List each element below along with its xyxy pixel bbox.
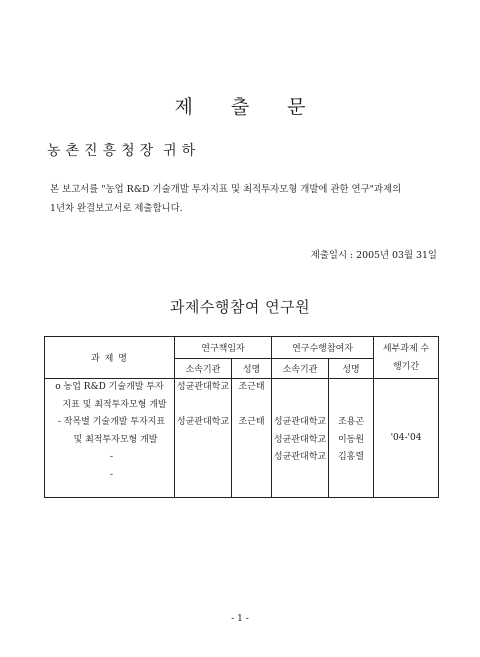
participant-affiliation: 성균관대학교 [273, 417, 327, 427]
addressee-honorific: 귀하 [163, 143, 201, 159]
participant-name: 김홍렬 [337, 452, 365, 462]
task-line: 및 최적투자모형 개발 [73, 434, 158, 445]
document-title [0, 92, 480, 119]
lead-affiliation: 성균관대학교 [176, 417, 230, 427]
header-participant-name: 성명 [329, 359, 374, 379]
participant-name: 조용곤 [337, 417, 365, 427]
table-title: 과제수행참여 연구원 [169, 298, 311, 316]
participant-affiliation: 성균관대학교 [273, 452, 327, 462]
period-cell: '04-'04 [374, 379, 439, 498]
header-participant-group: 연구수행참여자 [272, 337, 374, 359]
participant-affiliation: 성균관대학교 [273, 434, 327, 445]
header-lead-group: 연구책임자 [175, 337, 272, 359]
task-cell [45, 379, 175, 498]
addressee-org: 농촌진흥청장 [47, 143, 159, 159]
lead-name-cell [232, 379, 272, 498]
task-line: - [109, 452, 114, 462]
participant-name-cell [329, 379, 374, 498]
task-line: 지표 및 최적투자모형 개발 [62, 399, 167, 410]
header-lead-name: 성명 [232, 359, 272, 379]
lead-affiliation-cell [175, 379, 232, 498]
header-participant-affiliation: 소속기관 [272, 359, 329, 379]
statement-line: 본 보고서를 "농업 R&D 기술개발 투자지표 및 최적투자모형 개발에 관한 연구"과제의 [50, 184, 402, 195]
submission-date: 제출일시 : 2005년 03월 31일 [310, 250, 437, 261]
statement-line: 1년차 완결보고서로 제출합니다. [50, 203, 183, 214]
addressee [47, 140, 205, 160]
participant-affiliation-cell [272, 379, 329, 498]
page-number: - 1 - [231, 614, 249, 624]
task-line: - [109, 469, 114, 480]
title-char: 출 [230, 96, 250, 118]
lead-name: 조근태 [238, 417, 265, 427]
participant-name: 이동원 [337, 434, 365, 445]
researchers-table [44, 336, 439, 498]
submission-statement [50, 180, 450, 218]
header-task: 과 제 명 [45, 337, 175, 379]
header-lead-affiliation: 소속기관 [175, 359, 232, 379]
title-char: 제 [174, 96, 193, 118]
lead-name: 조근태 [238, 382, 265, 392]
title-char: 문 [287, 96, 306, 118]
task-line: o 농업 R&D 기술개발 투자 [55, 382, 164, 392]
task-line: - 작목별 기술개발 투자지표 [57, 417, 166, 427]
header-period: 세부과제 수행기간 [374, 337, 439, 379]
lead-affiliation: 성균관대학교 [176, 382, 230, 392]
